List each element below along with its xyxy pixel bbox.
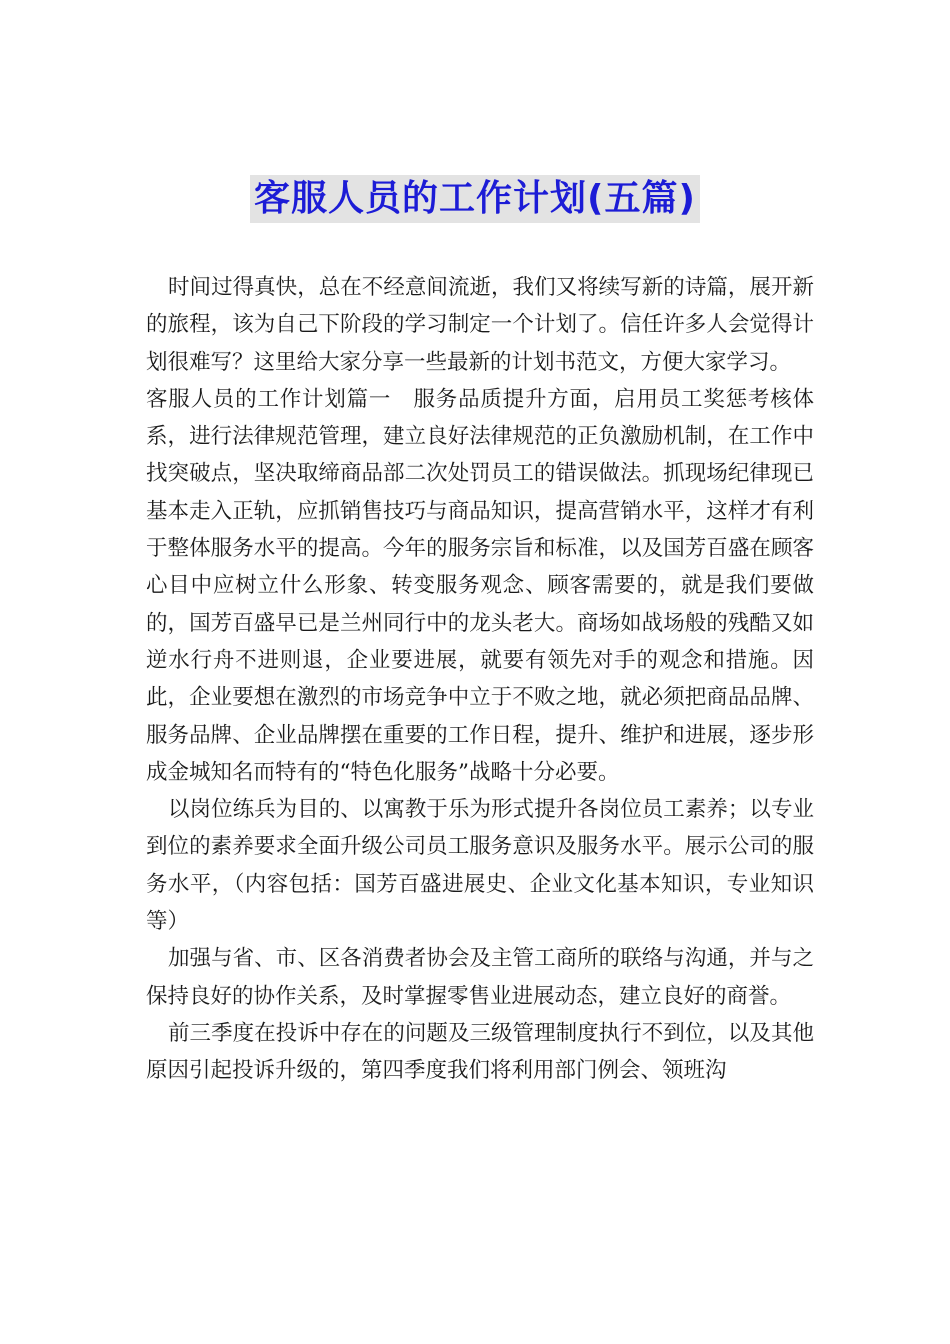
title-wrap <box>0 175 950 223</box>
paragraph-complaints: 前三季度在投诉中存在的问题及三级管理制度执行不到位，以及其他原因引起投诉升级的，第四季度我们将利用部门例会、领班沟 <box>146 1020 814 1084</box>
document-body <box>146 269 814 1090</box>
paragraph-section-one: 客服人员的工作计划篇一 服务品质提升方面，启用员工奖惩考核体系，进行法律规范管理，建立良好法律规范的正负激励机制，在工作中找突破点，坚决取缔商品部二次处罚员工的错误做法。抓现场纪律现已基本走入正轨，应抓销售技巧与商品知识，提高营销水平，这样才有利于整体服务水平的提高。今年的服务宗旨和标准，以及国芳百盛在顾客心目中应树立什么形象、转变服务观念、顾客需要的，就是我们要做的，国芳百盛早已是兰州同行中的龙头老大。商场如战场般的残酷又如逆水行舟不进则退，企业要进展，就要有领先对手的观念和措施。因此，企业要想在激烈的市场竞争中立于不败之地，就必须把商品品牌、服务品牌、企业品牌摆在重要的工作日程，提升、维护和进展，逐步形成金城知名而特有的“特色化服务”战略十分必要。 <box>146 386 814 785</box>
document-title: 客服人员的工作计划(五篇) <box>250 175 700 223</box>
paragraph-training: 以岗位练兵为目的、以寓教于乐为形式提升各岗位员工素养；以专业到位的素养要求全面升级公司员工服务意识及服务水平。展示公司的服务水平，（内容包括：国芳百盛进展史、企业文化基本知识，专业知识等） <box>146 797 814 935</box>
paragraph-intro: 时间过得真快，总在不经意间流逝，我们又将续写新的诗篇，展开新的旅程，该为自己下阶段的学习制定一个计划了。信任许多人会觉得计划很难写？这里给大家分享一些最新的计划书范文，方便大家学习。 <box>146 275 814 375</box>
paragraph-liaison: 加强与省、市、区各消费者协会及主管工商所的联络与沟通，并与之保持良好的协作关系，及时掌握零售业进展动态，建立良好的商誉。 <box>146 946 814 1009</box>
